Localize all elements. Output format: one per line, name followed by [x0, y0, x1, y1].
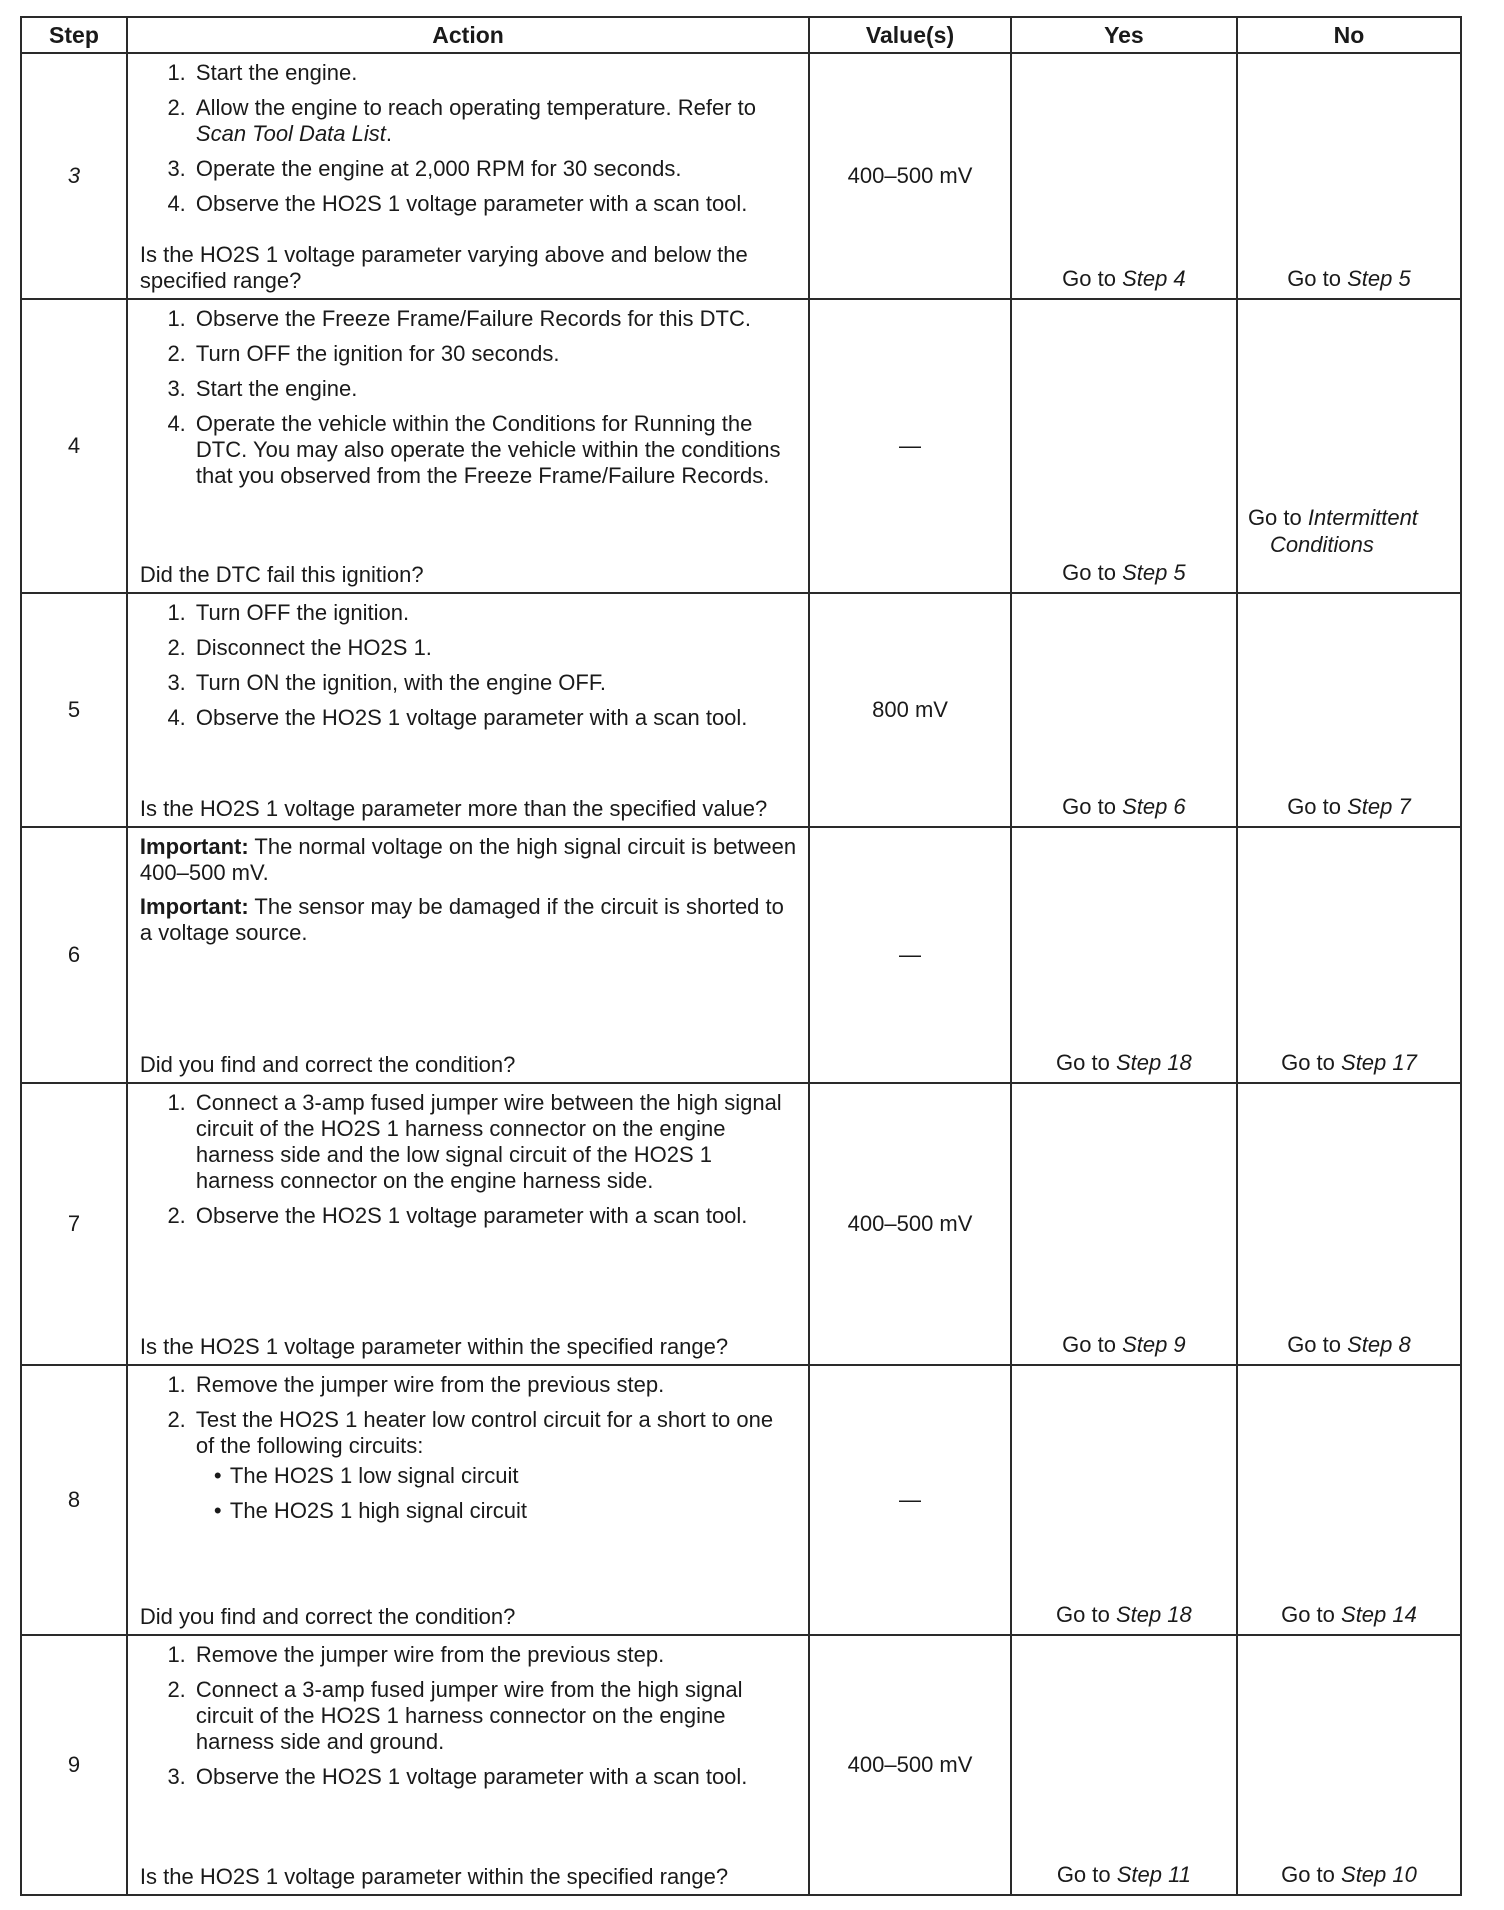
action-item: 2. Observe the HO2S 1 voltage parameter with a scan tool. — [192, 1203, 796, 1229]
step-number: 7 — [21, 1083, 127, 1365]
important-note: Important: The normal voltage on the high signal circuit is between 400–500 mV. — [139, 834, 797, 885]
action-item: 2. Connect a 3-amp fused jumper wire from the high signal circuit of the HO2S 1 harness connector on the engine harness side and ground. — [192, 1677, 796, 1755]
circuit-list — [196, 1463, 796, 1524]
no-cell: Go to Step 14 — [1237, 1365, 1461, 1635]
action-cell — [127, 1635, 809, 1895]
table-row-step-7 — [21, 1083, 1461, 1365]
header-row — [21, 17, 1461, 53]
step-number: 6 — [21, 827, 127, 1083]
table-row-step-3 — [21, 53, 1461, 299]
action-item: 1. Turn OFF the ignition. — [192, 600, 796, 626]
action-item: 3. Turn ON the ignition, with the engine OFF. — [192, 670, 796, 696]
action-list — [140, 306, 796, 489]
action-item: 3. Start the engine. — [192, 376, 796, 402]
table-row-step-6 — [21, 827, 1461, 1083]
yes-cell: Go to Step 18 — [1011, 827, 1237, 1083]
header-action: Action — [127, 17, 809, 53]
circuit-item: • The HO2S 1 low signal circuit — [226, 1463, 796, 1489]
step-number: 9 — [21, 1635, 127, 1895]
table-row-step-9 — [21, 1635, 1461, 1895]
no-cell: Go to Step 10 — [1237, 1635, 1461, 1895]
question: Is the HO2S 1 voltage parameter varying above and below the specified range? — [139, 242, 748, 293]
action-cell — [127, 299, 809, 593]
circuit-item: • The HO2S 1 high signal circuit — [226, 1498, 796, 1524]
no-cell: Go to Step 8 — [1237, 1083, 1461, 1365]
action-item: 4. Observe the HO2S 1 voltage parameter with a scan tool. — [192, 705, 796, 731]
yes-cell: Go to Step 11 — [1011, 1635, 1237, 1895]
action-cell — [127, 827, 809, 1083]
header-yes: Yes — [1011, 17, 1237, 53]
table-row-step-8 — [21, 1365, 1461, 1635]
value-cell: — — [809, 299, 1011, 593]
action-item: 3. Operate the engine at 2,000 RPM for 30 seconds. — [192, 156, 796, 182]
important-note: Important: The sensor may be damaged if the circuit is shorted to a voltage source. — [139, 894, 784, 945]
no-cell: Go to Intermittent Conditions — [1237, 299, 1461, 593]
action-cell — [127, 1083, 809, 1365]
no-cell: Go to Step 7 — [1237, 593, 1461, 827]
step-number: 3 — [21, 53, 127, 299]
action-item: 2. Disconnect the HO2S 1. — [192, 635, 796, 661]
question: Is the HO2S 1 voltage parameter within the specified range? — [139, 1864, 729, 1889]
action-item: 2. Test the HO2S 1 heater low control circuit for a short to one of the following circuits: • The HO2S 1 low signal circuit • The HO2S 1 high signal circuit — [192, 1407, 796, 1524]
reference-link: Scan Tool Data List — [195, 121, 386, 146]
no-cell: Go to Step 17 — [1237, 827, 1461, 1083]
action-list — [140, 1372, 796, 1524]
value-cell: 400–500 mV — [809, 1635, 1011, 1895]
step-number: 5 — [21, 593, 127, 827]
action-item: 1. Observe the Freeze Frame/Failure Records for this DTC. — [192, 306, 796, 332]
action-cell — [127, 53, 809, 299]
action-item: 2. Allow the engine to reach operating temperature. Refer to Scan Tool Data List. — [192, 95, 796, 147]
step-number: 8 — [21, 1365, 127, 1635]
action-cell — [127, 593, 809, 827]
no-cell: Go to Step 5 — [1237, 53, 1461, 299]
action-list — [140, 1642, 796, 1790]
question: Did the DTC fail this ignition? — [139, 562, 424, 587]
step-number: 4 — [21, 299, 127, 593]
question: Did you find and correct the condition? — [139, 1604, 516, 1629]
table-row-step-5 — [21, 593, 1461, 827]
action-item: 1. Remove the jumper wire from the previous step. — [192, 1642, 796, 1668]
action-item: 4. Observe the HO2S 1 voltage parameter with a scan tool. — [192, 191, 796, 217]
yes-cell: Go to Step 18 — [1011, 1365, 1237, 1635]
header-values: Value(s) — [809, 17, 1011, 53]
value-cell: 400–500 mV — [809, 1083, 1011, 1365]
action-item: 3. Observe the HO2S 1 voltage parameter with a scan tool. — [192, 1764, 796, 1790]
action-list — [140, 60, 796, 217]
action-list — [140, 600, 796, 731]
yes-cell: Go to Step 9 — [1011, 1083, 1237, 1365]
header-no: No — [1237, 17, 1461, 53]
diagnostic-table — [20, 16, 1462, 1896]
yes-cell: Go to Step 5 — [1011, 299, 1237, 593]
action-item: 4. Operate the vehicle within the Conditions for Running the DTC. You may also operate the vehicle within the conditions that you observed from the Freeze Frame/Failure Records. — [192, 411, 796, 489]
value-cell: — — [809, 827, 1011, 1083]
header-step: Step — [21, 17, 127, 53]
table-row-step-4 — [21, 299, 1461, 593]
yes-cell: Go to Step 6 — [1011, 593, 1237, 827]
action-item: 1. Start the engine. — [192, 60, 796, 86]
action-list — [140, 1090, 796, 1229]
action-item: 2. Turn OFF the ignition for 30 seconds. — [192, 341, 796, 367]
action-item: 1. Remove the jumper wire from the previous step. — [192, 1372, 796, 1398]
value-cell: 800 mV — [809, 593, 1011, 827]
value-cell: 400–500 mV — [809, 53, 1011, 299]
question: Did you find and correct the condition? — [139, 1052, 516, 1077]
question: Is the HO2S 1 voltage parameter more than the specified value? — [139, 796, 768, 821]
action-cell — [127, 1365, 809, 1635]
question: Is the HO2S 1 voltage parameter within the specified range? — [139, 1334, 729, 1359]
action-item: 1. Connect a 3-amp fused jumper wire between the high signal circuit of the HO2S 1 harness connector on the engine harness side and the low signal circuit of the HO2S 1 harness connector on the engine harness side. — [192, 1090, 796, 1194]
yes-cell: Go to Step 4 — [1011, 53, 1237, 299]
value-cell: — — [809, 1365, 1011, 1635]
